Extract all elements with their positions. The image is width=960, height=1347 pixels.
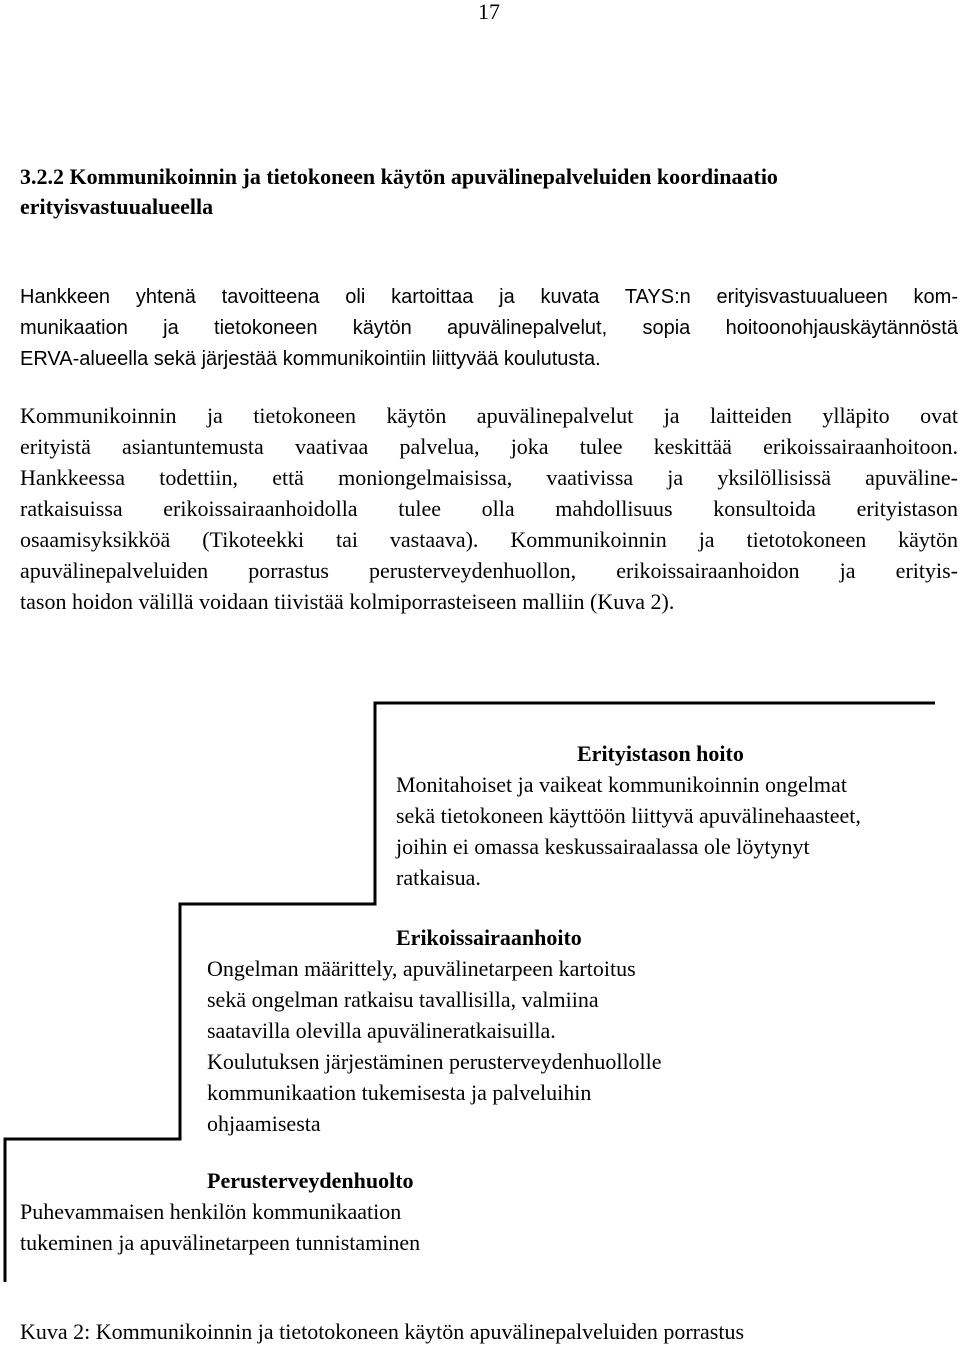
step-line: kommunikaation tukemisesta ja palveluihin (207, 1080, 592, 1105)
paragraph-line: ERVA-alueella sekä järjestää kommunikointiin liittyvää koulutusta. (20, 348, 601, 370)
step-line: saatavilla olevilla apuvälineratkaisuilla. (207, 1018, 556, 1043)
paragraph-line: munikaation ja tietokoneen käytön apuvälinepalvelut, sopia hoitoonohjauskäytännöstä (20, 317, 958, 339)
step-line: sekä ongelman ratkaisu tavallisilla, valmiina (207, 987, 599, 1012)
step-line: joihin ei omassa keskussairaalassa ole löytynyt (396, 834, 810, 859)
figure-caption: Kuva 2: Kommunikoinnin ja tietotokoneen käytön apuvälinepalveluiden porrastus (20, 1319, 745, 1344)
step-specialized-care (207, 922, 662, 1139)
paragraph-line: Hankkeen yhtenä tavoitteena oli kartoittaa ja kuvata TAYS:n erityisvastuualueen kom- (20, 286, 958, 308)
paragraph-line: tason hoidon välillä voidaan tiivistää kolmiporrasteiseen malliin (Kuva 2). (20, 589, 675, 614)
step-line: Monitahoiset ja vaikeat kommunikoinnin ongelmat (396, 772, 847, 797)
step-specialist-level (396, 738, 861, 893)
paragraph-line: osaamisyksikköä (Tikoteekki tai vastaava). Kommunikoinnin ja tietotokoneen käytön (20, 527, 958, 552)
step-line: tukeminen ja apuvälinetarpeen tunnistaminen (20, 1230, 421, 1255)
step-line: sekä tietokoneen käyttöön liittyvä apuvälinehaasteet, (396, 803, 861, 828)
step-heading: Erityistason hoito (577, 741, 744, 766)
paragraph-line: erityistä asiantuntemusta vaativaa palvelua, joka tulee keskittää erikoissairaanhoitoon. (20, 434, 958, 459)
paragraph-line: Hankkeessa todettiin, että moniongelmaisissa, vaativissa ja yksilöllisissä apuväline- (20, 465, 958, 490)
step-heading: Perusterveydenhuolto (207, 1168, 414, 1193)
step-primary-care (20, 1165, 420, 1258)
step-line: Ongelman määrittely, apuvälinetarpeen kartoitus (207, 956, 636, 981)
step-line: Puhevammaisen henkilön kommunikaation (20, 1199, 402, 1224)
paragraph-line: ratkaisuissa erikoissairaanhoidolla tulee olla mahdollisuus konsultoida erityistason (20, 496, 958, 521)
page-number: 17 (478, 0, 500, 24)
step-line: ohjaamisesta (207, 1111, 321, 1136)
paragraph-line: Kommunikoinnin ja tietokoneen käytön apuvälinepalvelut ja laitteiden ylläpito ovat (20, 403, 958, 428)
step-heading: Erikoissairaanhoito (396, 925, 582, 950)
step-line: Koulutuksen järjestäminen perusterveydenhuollolle (207, 1049, 662, 1074)
section-title: 3.2.2 Kommunikoinnin ja tietokoneen käytön apuvälinepalveluiden koordinaatio erityisvastuualueella (20, 164, 778, 219)
step-line: ratkaisua. (396, 865, 481, 890)
paragraph-line: apuvälinepalveluiden porrastus perusterveydenhuollon, erikoissairaanhoidon ja erityis- (20, 558, 958, 583)
